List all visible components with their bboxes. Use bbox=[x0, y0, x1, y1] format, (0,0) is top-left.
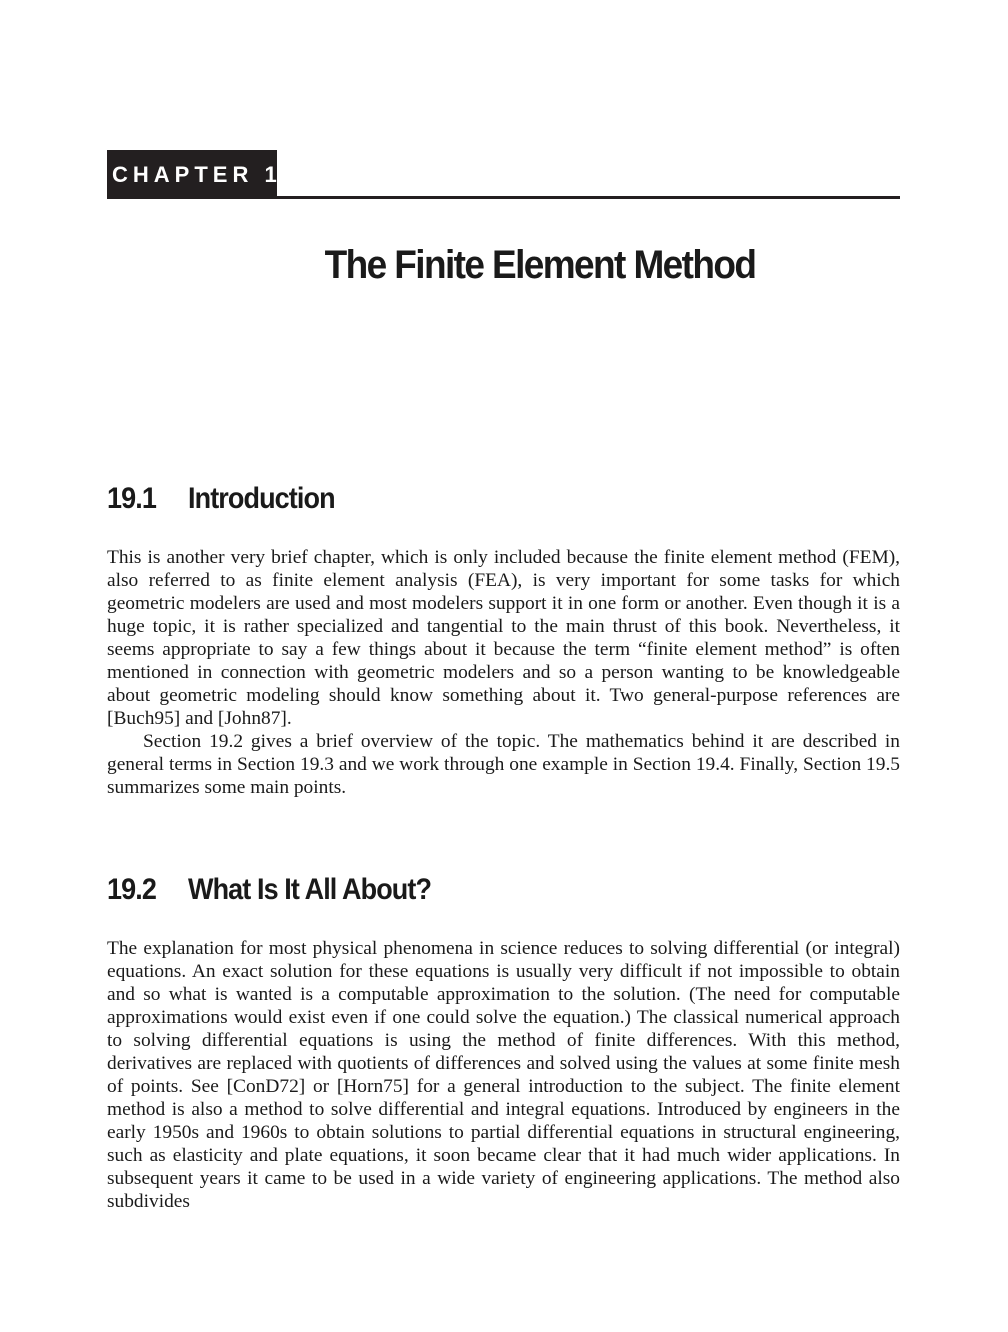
paragraph: This is another very brief chapter, which is only included because the finite element method (FEM), also referred to as finite element analysis (FEA), is very important for some tasks for which geometric modelers are used and most modelers support it in one form or another. Even though it is a huge topic, it is rather specialized and tangential to the main thrust of this book. Nevertheless, it seems appropriate to say a few things about it because the term “finite element method” is often mentioned in connection with geometric modelers and so a person wanting to be knowledgeable about geometric modeling should know something about it. Two general-purpose references are [Buch95] and [John87]. bbox=[107, 547, 900, 729]
section-heading-intro bbox=[107, 482, 335, 515]
section-number: 19.2 bbox=[107, 873, 156, 906]
paragraph: Section 19.2 gives a brief overview of the topic. The mathematics behind it are described in general terms in Section 19.3 and we work through one example in Section 19.4. Finally, Section 19.5 summarizes some main points. bbox=[107, 731, 900, 798]
section-number: 19.1 bbox=[107, 482, 156, 515]
section-heading-what-is-it bbox=[107, 873, 431, 906]
section-body-intro bbox=[107, 546, 900, 799]
section-title: What Is It All About? bbox=[188, 873, 432, 906]
chapter-title: The Finite Element Method bbox=[324, 242, 756, 287]
section-body-what-is-it bbox=[107, 937, 900, 1213]
chapter-label: CHAPTER 19 bbox=[107, 150, 277, 199]
paragraph: The explanation for most physical phenomena in science reduces to solving differential (or integral) equations. An exact solution for these equations is usually very difficult if not impossible to obtain and so what is wanted is a computable approximation to the solution. (The need for computable approximations would exist even if one could solve the equation.) The classical numerical approach to solving differential equations is using the method of finite differences. With this method, derivatives are replaced with quotients of differences and solved using the values at some finite mesh of points. See [ConD72] or [Horn75] for a general introduction to the subject. The finite element method is also a method to solve differential and integral equations. Introduced by engineers in the early 1950s and 1960s to obtain solutions to partial differential equations in structural engineering, such as elasticity and plate equations, it soon became clear that it had much wider applications. In subsequent years it came to be used in a wide variety of engineering applications. The method also subdivides bbox=[107, 938, 900, 1212]
chapter-rule bbox=[277, 196, 900, 199]
section-title: Introduction bbox=[188, 482, 335, 515]
